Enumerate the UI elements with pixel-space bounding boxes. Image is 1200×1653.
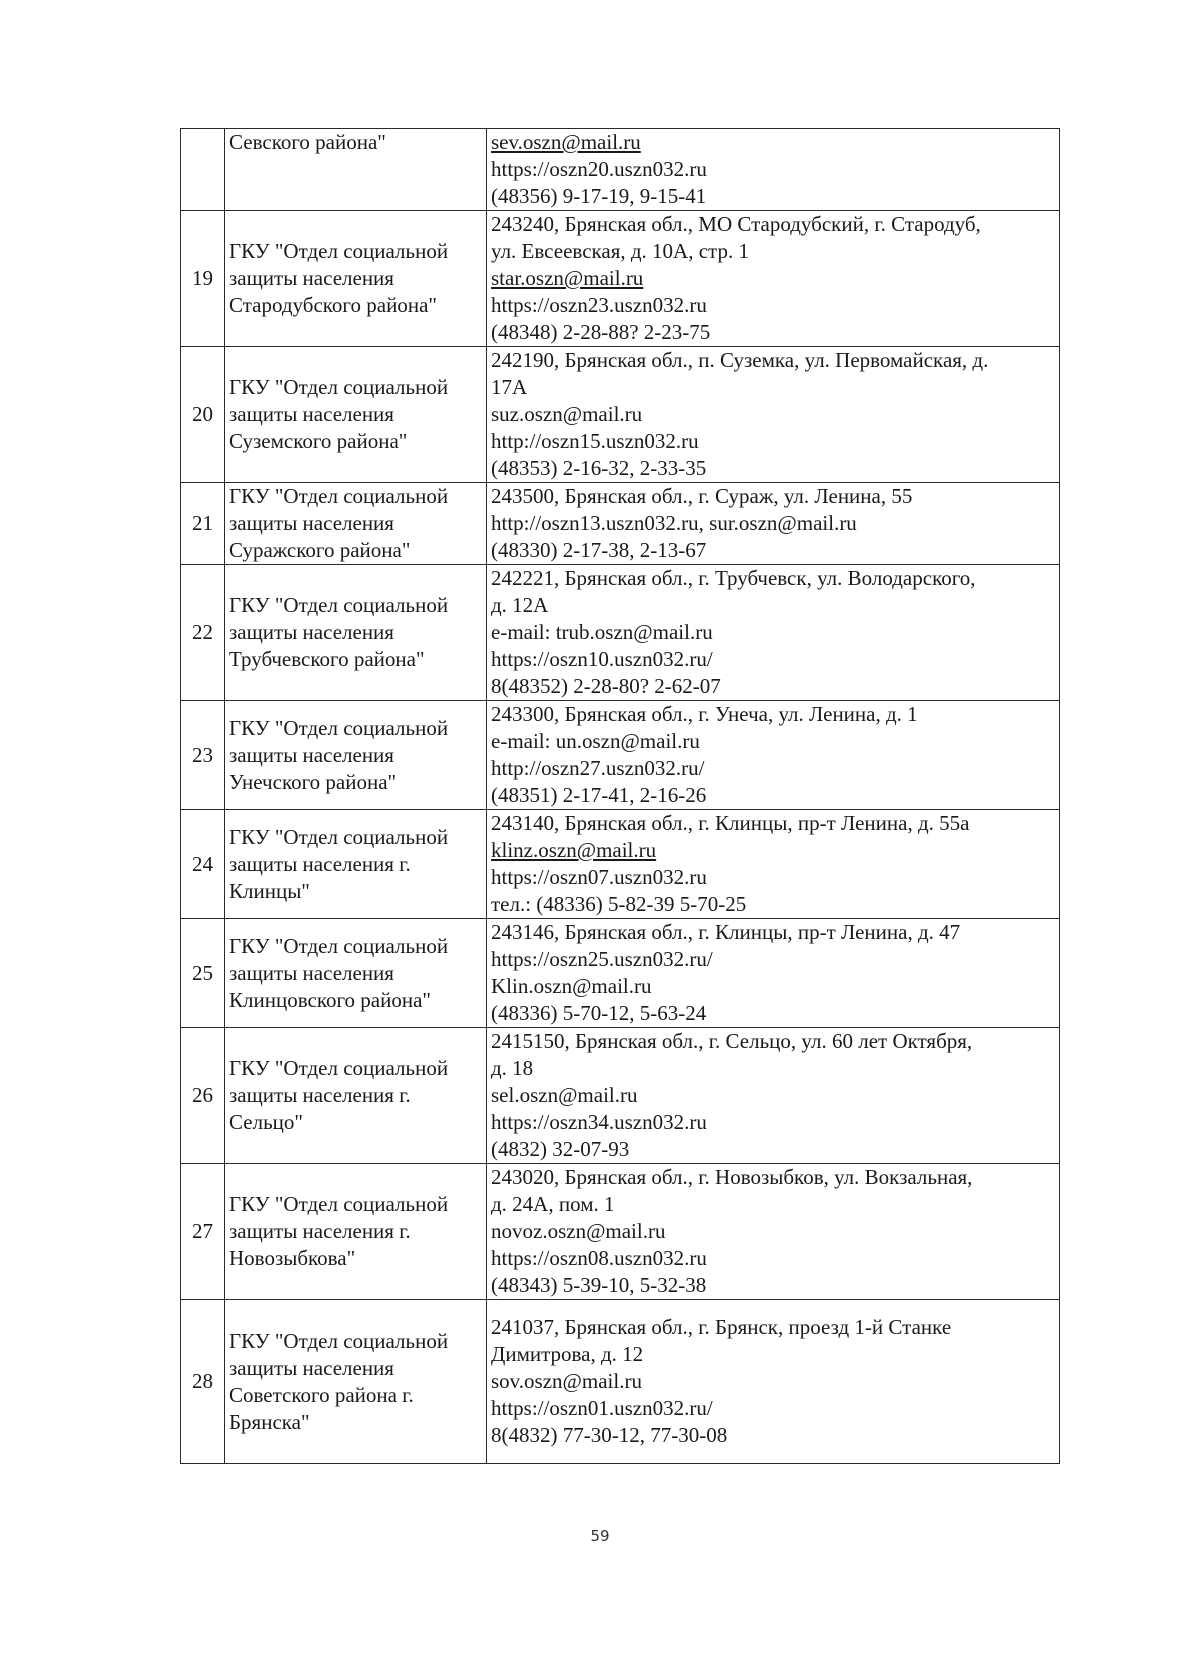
contact-line: 242221, Брянская обл., г. Трубчевск, ул. Володарского,: [491, 566, 976, 590]
contacts-cell: [487, 701, 1060, 810]
contact-line: 2415150, Брянская обл., г. Сельцо, ул. 60 лет Октября,: [491, 1029, 973, 1053]
contact-line: (48343) 5-39-10, 5-32-38: [491, 1273, 707, 1297]
contact-link[interactable]: https://oszn34.uszn032.ru: [491, 1110, 707, 1134]
table-row: [181, 129, 1060, 211]
organization-name-cell: [225, 1164, 487, 1300]
organization-name-line: защиты населения г.: [229, 1219, 411, 1243]
table-row: [181, 1164, 1060, 1300]
row-number-cell: 27: [181, 1164, 225, 1300]
contact-line: 243140, Брянская обл., г. Клинцы, пр-т Ленина, д. 55а: [491, 811, 970, 835]
organization-name-line: ГКУ "Отдел социальной: [229, 593, 449, 617]
organization-name-line: Новозыбкова": [229, 1246, 356, 1270]
table-row: [181, 483, 1060, 565]
organization-name-cell: [225, 810, 487, 919]
contact-link[interactable]: klinz.oszn@mail.ru: [491, 838, 657, 862]
organization-name-line: Клинцовского района": [229, 987, 431, 1012]
table-row: [181, 919, 1060, 1028]
contact-link[interactable]: http://oszn15.uszn032.ru: [491, 429, 699, 453]
row-number-cell: 28: [181, 1300, 225, 1464]
contact-line: (48353) 2-16-32, 2-33-35: [491, 456, 707, 480]
organization-name-line: Клинцы": [229, 878, 310, 903]
contact-line: 243300, Брянская обл., г. Унеча, ул. Ленина, д. 1: [491, 702, 918, 726]
organization-name-line: Брянска": [229, 1409, 310, 1434]
contact-line: Димитрова, д. 12: [491, 1342, 644, 1366]
row-number-cell: 21: [181, 483, 225, 565]
contact-link[interactable]: http://oszn13.uszn032.ru, sur.oszn@mail.ru: [491, 511, 857, 535]
organization-name-line: Суземского района": [229, 429, 408, 453]
contact-line: тел.: (48336) 5-82-39 5-70-25: [491, 892, 747, 916]
contact-link[interactable]: https://oszn01.uszn032.ru/: [491, 1396, 713, 1420]
contacts-cell: [487, 1164, 1060, 1300]
contact-line: 17А: [491, 375, 528, 399]
contact-line: (48351) 2-17-41, 2-16-26: [491, 783, 707, 807]
contact-line: 242190, Брянская обл., п. Суземка, ул. Первомайская, д.: [491, 348, 989, 372]
organization-name-cell: [225, 565, 487, 701]
contacts-cell: [487, 129, 1060, 211]
contact-link[interactable]: star.oszn@mail.ru: [491, 266, 644, 290]
social-protection-directory-table: [180, 128, 1060, 1464]
organization-name-line: защиты населения г.: [229, 851, 411, 876]
organization-name-cell: [225, 347, 487, 483]
table-row: [181, 810, 1060, 919]
contacts-cell: [487, 919, 1060, 1028]
table-row: [181, 211, 1060, 347]
contacts-cell: [487, 211, 1060, 347]
row-number-cell: 20: [181, 347, 225, 483]
contact-line: 8(4832) 77-30-12, 77-30-08: [491, 1423, 728, 1447]
row-number-cell: 26: [181, 1028, 225, 1164]
table-row: [181, 701, 1060, 810]
contact-link[interactable]: sov.oszn@mail.ru: [491, 1369, 642, 1393]
organization-name-line: Севского района": [229, 130, 386, 154]
contact-link[interactable]: http://oszn27.uszn032.ru/: [491, 756, 705, 780]
contact-link[interactable]: e-mail: un.oszn@mail.ru: [491, 729, 700, 753]
table-row: [181, 347, 1060, 483]
organization-name-line: ГКУ "Отдел социальной: [229, 1056, 449, 1080]
contact-line: (48356) 9-17-19, 9-15-41: [491, 184, 707, 208]
table-row: [181, 1300, 1060, 1464]
organization-name-line: защиты населения: [229, 402, 394, 426]
table-row: [181, 565, 1060, 701]
contacts-cell: [487, 810, 1060, 919]
contact-line: 243146, Брянская обл., г. Клинцы, пр-т Ленина, д. 47: [491, 920, 961, 944]
row-number-cell: 22: [181, 565, 225, 701]
row-number-cell: 23: [181, 701, 225, 810]
organization-name-line: защиты населения: [229, 1355, 394, 1380]
contacts-cell: [487, 1028, 1060, 1164]
row-number-cell: 24: [181, 810, 225, 919]
organization-name-line: Суражского района": [229, 538, 411, 562]
contact-link[interactable]: novoz.oszn@mail.ru: [491, 1219, 666, 1243]
page-number: 59: [590, 1527, 610, 1545]
contact-line: д. 18: [491, 1056, 534, 1080]
contacts-cell: [487, 1300, 1060, 1464]
contact-line: д. 12А: [491, 593, 549, 617]
contact-line: 243500, Брянская обл., г. Сураж, ул. Ленина, 55: [491, 484, 913, 508]
organization-name-line: ГКУ "Отдел социальной: [229, 375, 449, 399]
contact-line: 243240, Брянская обл., МО Стародубский, г. Стародуб,: [491, 212, 981, 236]
contact-link[interactable]: sel.oszn@mail.ru: [491, 1083, 638, 1107]
contacts-cell: [487, 483, 1060, 565]
row-number-cell: [181, 129, 225, 211]
contact-line: 243020, Брянская обл., г. Новозыбков, ул. Вокзальная,: [491, 1165, 973, 1189]
organization-name-line: ГКУ "Отдел социальной: [229, 239, 449, 263]
contact-link[interactable]: https://oszn08.uszn032.ru: [491, 1246, 707, 1270]
contact-link[interactable]: https://oszn07.uszn032.ru: [491, 865, 707, 889]
organization-name-line: ГКУ "Отдел социальной: [229, 1192, 449, 1216]
organization-name-cell: [225, 129, 487, 211]
contacts-cell: [487, 565, 1060, 701]
organization-name-line: защиты населения г.: [229, 1083, 411, 1107]
contact-link[interactable]: https://oszn25.uszn032.ru/: [491, 947, 713, 971]
contact-line: (4832) 32-07-93: [491, 1137, 630, 1161]
organization-name-line: защиты населения: [229, 620, 394, 644]
organization-name-line: ГКУ "Отдел социальной: [229, 1328, 449, 1353]
organization-name-line: Стародубского района": [229, 293, 437, 317]
contact-line: (48330) 2-17-38, 2-13-67: [491, 538, 707, 562]
organization-name-line: ГКУ "Отдел социальной: [229, 824, 449, 849]
contact-link[interactable]: https://oszn23.uszn032.ru: [491, 293, 707, 317]
contact-line: (48336) 5-70-12, 5-63-24: [491, 1001, 707, 1025]
organization-name-line: ГКУ "Отдел социальной: [229, 484, 449, 508]
organization-name-line: защиты населения: [229, 511, 394, 535]
table-body: [181, 129, 1060, 1464]
contact-line: 8(48352) 2-28-80? 2-62-07: [491, 674, 721, 698]
row-number-cell: 25: [181, 919, 225, 1028]
organization-name-cell: [225, 919, 487, 1028]
table-row: [181, 1028, 1060, 1164]
contact-link[interactable]: Klin.oszn@mail.ru: [491, 974, 652, 998]
organization-name-cell: [225, 1028, 487, 1164]
contact-line: ул. Евсеевская, д. 10А, стр. 1: [491, 239, 749, 263]
organization-name-line: Советского района г.: [229, 1382, 414, 1407]
contact-link[interactable]: sev.oszn@mail.ru: [491, 130, 641, 154]
row-number-cell: 19: [181, 211, 225, 347]
contact-link[interactable]: https://oszn10.uszn032.ru/: [491, 647, 713, 671]
contact-line: 241037, Брянская обл., г. Брянск, проезд 1-й Станке: [491, 1315, 952, 1339]
organization-name-cell: [225, 701, 487, 810]
organization-name-line: ГКУ "Отдел социальной: [229, 715, 449, 740]
contact-link[interactable]: e-mail: trub.oszn@mail.ru: [491, 620, 713, 644]
organization-name-line: Унечского района": [229, 769, 397, 794]
organization-name-line: Сельцо": [229, 1110, 303, 1134]
contact-link[interactable]: suz.oszn@mail.ru: [491, 402, 643, 426]
organization-name-line: ГКУ "Отдел социальной: [229, 933, 449, 958]
organization-name-line: защиты населения: [229, 742, 394, 767]
organization-name-cell: [225, 483, 487, 565]
contact-line: д. 24А, пом. 1: [491, 1192, 615, 1216]
organization-name-line: Трубчевского района": [229, 647, 425, 671]
contact-link[interactable]: https://oszn20.uszn032.ru: [491, 157, 707, 181]
contact-line: (48348) 2-28-88? 2-23-75: [491, 320, 711, 344]
organization-name-cell: [225, 211, 487, 347]
organization-name-line: защиты населения: [229, 266, 394, 290]
organization-name-line: защиты населения: [229, 960, 394, 985]
organization-name-cell: [225, 1300, 487, 1464]
contacts-cell: [487, 347, 1060, 483]
